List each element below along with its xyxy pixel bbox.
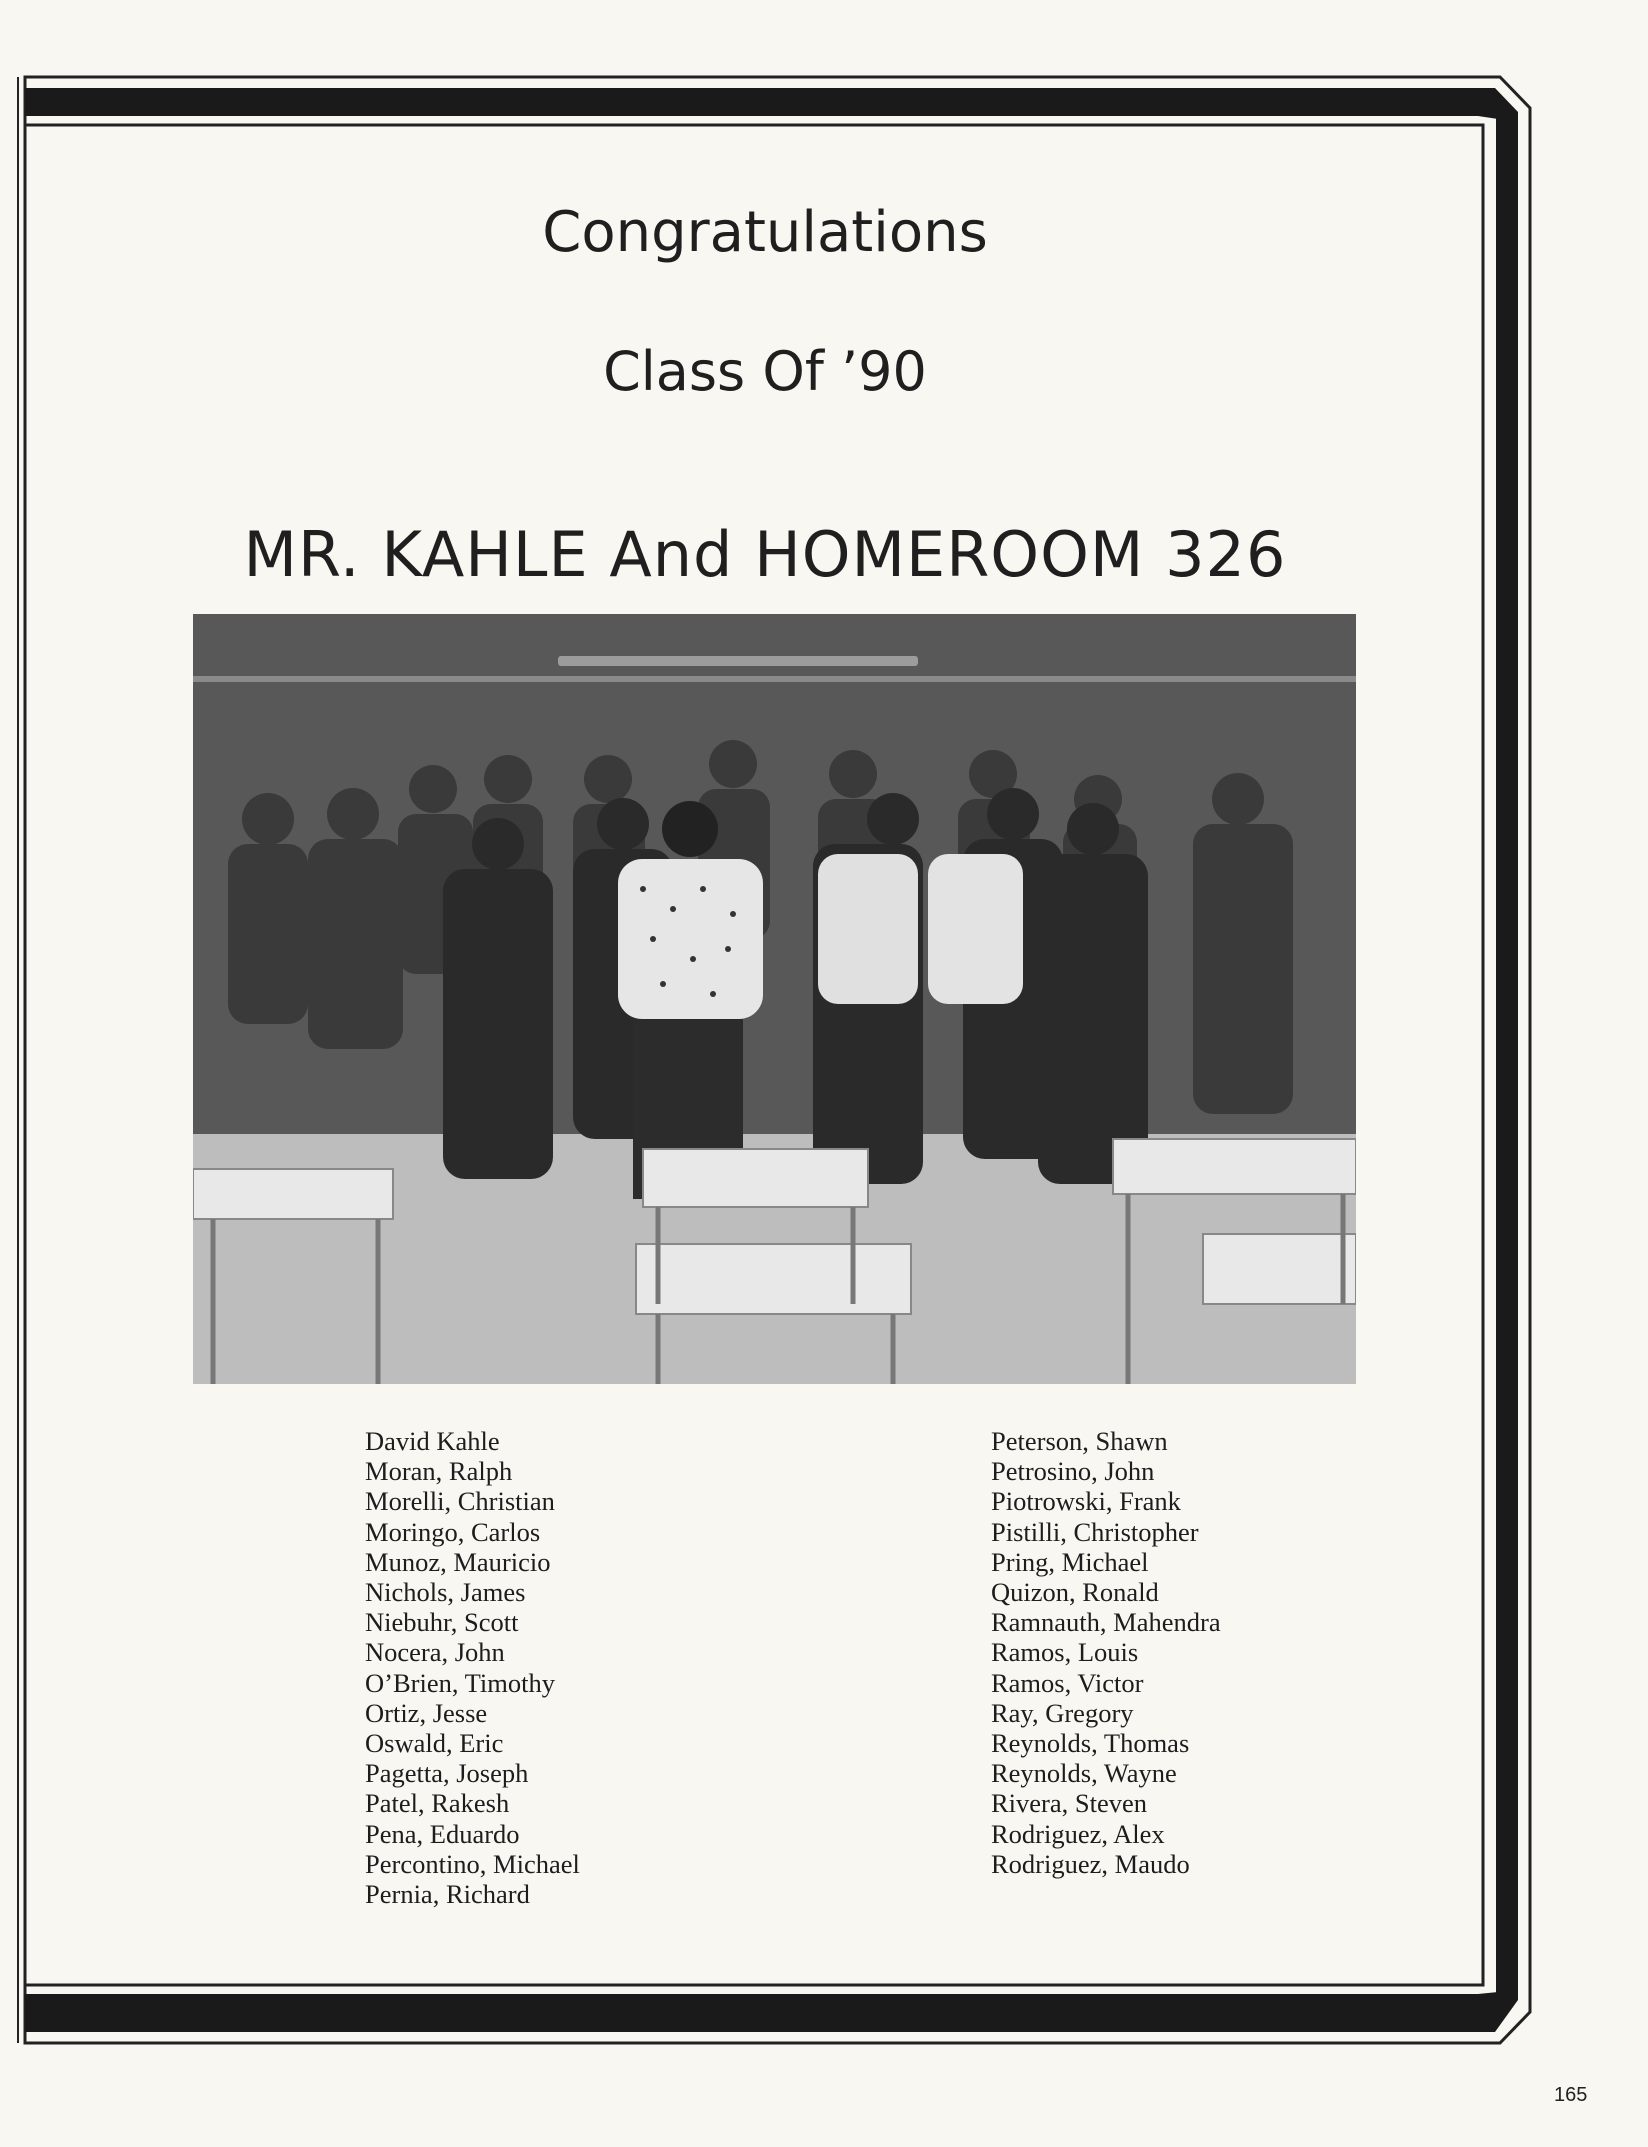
list-item: Munoz, Mauricio <box>365 1546 551 1577</box>
list-item: Nocera, John <box>365 1637 505 1668</box>
list-item: Rodriguez, Alex <box>991 1818 1165 1849</box>
list-item: Rivera, Steven <box>991 1788 1148 1819</box>
list-item: Rodriguez, Maudo <box>991 1848 1190 1879</box>
names-list-right <box>991 1426 1221 1879</box>
class-subtitle: Class Of ’90 <box>603 340 927 403</box>
list-item: Petrosino, John <box>991 1456 1155 1487</box>
group-photo <box>193 614 1356 1384</box>
list-item: Morelli, Christian <box>365 1486 555 1517</box>
list-item: O’Brien, Timothy <box>365 1667 555 1698</box>
list-item: Oswald, Eric <box>365 1728 504 1759</box>
list-item: Percontino, Michael <box>365 1848 580 1879</box>
list-item: Patel, Rakesh <box>365 1788 510 1819</box>
list-item: Niebuhr, Scott <box>365 1607 519 1638</box>
list-item: Reynolds, Thomas <box>991 1728 1190 1759</box>
list-item: Pernia, Richard <box>365 1879 530 1910</box>
list-item: Pena, Eduardo <box>365 1818 520 1849</box>
list-item: Moringo, Carlos <box>365 1516 541 1547</box>
list-item: David Kahle <box>365 1426 500 1456</box>
list-item: Reynolds, Wayne <box>991 1758 1177 1789</box>
list-item: Ramos, Louis <box>991 1637 1139 1668</box>
list-item: Piotrowski, Frank <box>991 1486 1181 1517</box>
list-item: Pistilli, Christopher <box>991 1516 1199 1547</box>
list-item: Ray, Gregory <box>991 1697 1134 1728</box>
list-item: Moran, Ralph <box>365 1456 513 1487</box>
list-item: Quizon, Ronald <box>991 1577 1159 1608</box>
page-title: Congratulations <box>542 200 988 265</box>
list-item: Peterson, Shawn <box>991 1426 1168 1456</box>
list-item: Ortiz, Jesse <box>365 1697 488 1728</box>
list-item: Nichols, James <box>365 1577 526 1608</box>
list-item: Pring, Michael <box>991 1546 1149 1577</box>
names-list-left <box>365 1426 580 1909</box>
page-number: 165 <box>1554 2084 1588 2106</box>
homeroom-heading: MR. KAHLE And HOMEROOM 326 <box>243 518 1287 591</box>
list-item: Ramnauth, Mahendra <box>991 1607 1221 1638</box>
list-item: Pagetta, Joseph <box>365 1758 529 1789</box>
list-item: Ramos, Victor <box>991 1667 1144 1698</box>
